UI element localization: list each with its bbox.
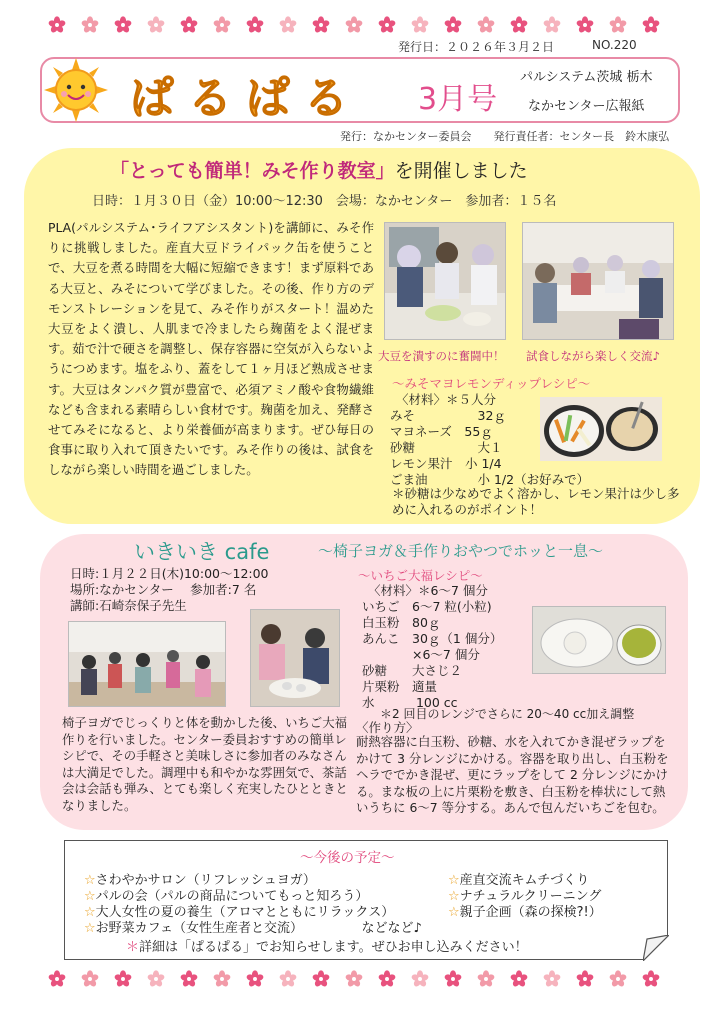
schedule-item: ☆大人女性の夏の養生（アロマとともにリラックス） — [84, 905, 395, 920]
daifuku-recipe-line: 〈材料〉＊6～7 個分 — [368, 583, 488, 598]
blossom-icon — [576, 970, 594, 988]
miso-recipe-line: マヨネーズ 55ｇ — [390, 424, 493, 439]
cafe-info-line: 講師:石崎奈保子先生 — [70, 598, 187, 613]
blossom-icon — [312, 16, 330, 34]
miso-recipe-line: レモン果汁 小 1/4 — [390, 456, 502, 471]
blossom-icon — [180, 970, 198, 988]
schedule-item: ☆お野菜カフェ（女性生産者と交流） などなど♪ — [84, 921, 422, 936]
footer-text: 詳細は「ぱるぱる」でお知らせします。ぜひお申し込みください！ — [139, 940, 528, 955]
star-icon: ☆ — [448, 905, 460, 920]
miso-recipe-line: みそ 32ｇ — [390, 408, 506, 423]
star-icon: ☆ — [448, 873, 460, 888]
top-flower-border — [0, 12, 724, 38]
how-to-steps: 耐熱容器に白玉粉、砂糖、水を入れてかき混ぜラップをかけて 3 分レンジにかける。容器を取り出し、白玉粉をヘラででかき混ぜ、更にラップをして 2 分レンジにかける。まな板の上に片栗粉を敷き、白玉粉を棒状にして熱いうちに 6～7 等分する。あんで包んだいちごを包む。 — [356, 734, 669, 815]
cafe-photo-yoga — [68, 621, 226, 707]
miso-photo-tasting — [522, 222, 674, 340]
miso-heading — [110, 156, 528, 183]
schedule-footer — [126, 936, 528, 955]
blossom-icon — [48, 16, 66, 34]
issue-number: NO.220 — [592, 38, 637, 52]
schedule-item: ☆産直交流キムチづくり — [448, 873, 590, 888]
star-icon: ☆ — [84, 873, 96, 888]
footer-asterisk: ＊ — [126, 940, 140, 955]
daifuku-recipe-line: あんこ 30ｇ（1 個分） — [362, 631, 503, 646]
issue-month: 3月号 — [418, 82, 498, 117]
blossom-icon — [114, 16, 132, 34]
blossom-icon — [378, 16, 396, 34]
bottom-flower-border — [0, 966, 724, 992]
blossom-icon — [609, 16, 627, 34]
daifuku-recipe-line: 白玉粉 80ｇ — [362, 615, 441, 630]
schedule-title: ～今後の予定～ — [300, 850, 395, 866]
blossom-icon — [279, 970, 297, 988]
blossom-icon — [510, 970, 528, 988]
blossom-icon — [411, 970, 429, 988]
cafe-subheading: ～椅子ヨガ＆手作りおやつでホッと一息～ — [318, 542, 604, 560]
daifuku-recipe-line: 水 100 cc — [362, 695, 458, 710]
blossom-icon — [543, 16, 561, 34]
miso-recipe-line: 砂糖 大１ — [390, 440, 503, 455]
miso-article-body: PLA(パルシステム･ライフアシスタント)を講師に、みそ作りに挑戦しました。産直大豆ドライパック缶を使うことで、大豆を煮る時間を大幅に短縮できます！まず原料である大豆と、みそについて学びました。その後、作り方のデモンストレーションを見て、みそ作りがスタート！温めた大豆をよく潰し、人肌まで冷ましたら麹菌をよく混ぜます。茹で汁で硬さを調整し、保存容器に空気が入らないようにつめます。塩をふり、蓋をして１ヶ月ほど熟成させます。大豆はタンパク質が豊富で、必須アミノ酸や食物繊維なども含まれる素晴らしい食材です。麹菌を加え、発酵させてみそになると、より栄養価が高まります。ぜひ毎日の食事に取り入れて頂きたいです。みそ作りの後は、試食をしながら楽しい時間を過ごしました。 — [48, 220, 374, 478]
org-name: パルシステム茨城 栃木 — [520, 70, 653, 85]
cafe-info-line: 場所:なかセンター 参加者:7 名 — [70, 582, 257, 597]
org-subtitle: なかセンター広報紙 — [528, 99, 645, 114]
blossom-icon — [345, 16, 363, 34]
cafe-heading: いきいき cafe — [134, 540, 270, 564]
daifuku-recipe-line: いちご 6～7 粒(小粒) — [362, 599, 492, 614]
miso-dip-photo — [540, 397, 662, 461]
blossom-icon — [213, 16, 231, 34]
daifuku-recipe-line: 片栗粉 適量 — [362, 679, 438, 694]
blossom-icon — [543, 970, 561, 988]
daifuku-photo — [532, 606, 666, 674]
blossom-icon — [81, 970, 99, 988]
blossom-icon — [312, 970, 330, 988]
blossom-icon — [246, 970, 264, 988]
star-icon: ☆ — [84, 905, 96, 920]
newsletter-title: ぱるぱる — [130, 73, 362, 124]
page-curl-icon — [643, 935, 669, 961]
miso-photo-caption-2: 試食しながら楽しく交流♪ — [526, 349, 660, 363]
blossom-icon — [576, 16, 594, 34]
sun-icon — [44, 58, 108, 122]
blossom-icon — [444, 970, 462, 988]
cafe-photo-cooking — [250, 609, 340, 707]
blossom-icon — [642, 16, 660, 34]
blossom-icon — [81, 16, 99, 34]
cafe-article-body: 椅子ヨガでじっくりと体を動かした後、いちご大福作りを行いました。センター委員おすすめの簡単レシピで、その手軽さと美味しさに参加者のみなさんは大満足でした。調理中も和やかな雰囲気で、茶話会は会話も弾み、とても楽しく充実したひとときとなりました。 — [62, 715, 348, 813]
blossom-icon — [477, 16, 495, 34]
daifuku-recipe-extra: ＊2 回目のレンジでさらに 20～40 cc加え調整 — [380, 707, 635, 721]
star-icon: ☆ — [448, 889, 460, 904]
blossom-icon — [114, 970, 132, 988]
miso-heading-rest: を開催しました — [394, 160, 528, 182]
daifuku-recipe-title: ～いちご大福レシピ～ — [358, 568, 483, 583]
star-icon: ☆ — [84, 889, 96, 904]
blossom-icon — [213, 970, 231, 988]
schedule-item: ☆さわやかサロン（リフレッシュヨガ） — [84, 873, 316, 888]
miso-recipe-title: ～みそマヨレモンディップレシピ～ — [392, 376, 591, 391]
daifuku-recipe-line: 砂糖 大さじ２ — [362, 663, 463, 678]
blossom-icon — [279, 16, 297, 34]
daifuku-recipe-line: ×6～7 個分 — [362, 647, 480, 662]
blossom-icon — [180, 16, 198, 34]
blossom-icon — [411, 16, 429, 34]
miso-heading-highlight: 「とっても簡単！みそ作り教室」 — [110, 160, 395, 182]
schedule-item: ☆パルの会（パルの商品についてもっと知ろう） — [84, 889, 369, 904]
miso-event-info: 日時：１月３０日（金）10:00～12:30 会場：なかセンター 参加者：１５名 — [92, 194, 557, 209]
how-to-heading: 〈作り方〉 — [356, 720, 419, 735]
blossom-icon — [147, 16, 165, 34]
issue-date: 発行日：２０２６年３月２日 — [398, 40, 555, 54]
cafe-info-line: 日時:１月２２日(木)10:00～12:00 — [70, 566, 269, 581]
star-icon: ☆ — [84, 921, 96, 936]
blossom-icon — [510, 16, 528, 34]
miso-recipe-line: 〈材料〉＊５人分 — [396, 392, 497, 407]
blossom-icon — [345, 970, 363, 988]
blossom-icon — [246, 16, 264, 34]
miso-photo-caption-1: 大豆を潰すのに奮闘中！ — [378, 349, 505, 363]
miso-recipe-note: ＊砂糖は少なめでよく溶かし、レモン果汁は少し多めに入れるのがポイント！ — [392, 486, 680, 517]
blossom-icon — [147, 970, 165, 988]
publisher-line: 発行：なかセンター委員会 発行責任者：センター長 鈴木康弘 — [340, 130, 670, 143]
blossom-icon — [642, 970, 660, 988]
blossom-icon — [444, 16, 462, 34]
miso-recipe-line: ごま油 小 1/2（お好みで） — [390, 472, 590, 487]
blossom-icon — [378, 970, 396, 988]
miso-photo-mashing — [384, 222, 506, 340]
blossom-icon — [48, 970, 66, 988]
schedule-item: ☆ナチュラルクリーニング — [448, 889, 602, 904]
schedule-item: ☆親子企画（森の探検?!） — [448, 905, 602, 920]
blossom-icon — [609, 970, 627, 988]
blossom-icon — [477, 970, 495, 988]
